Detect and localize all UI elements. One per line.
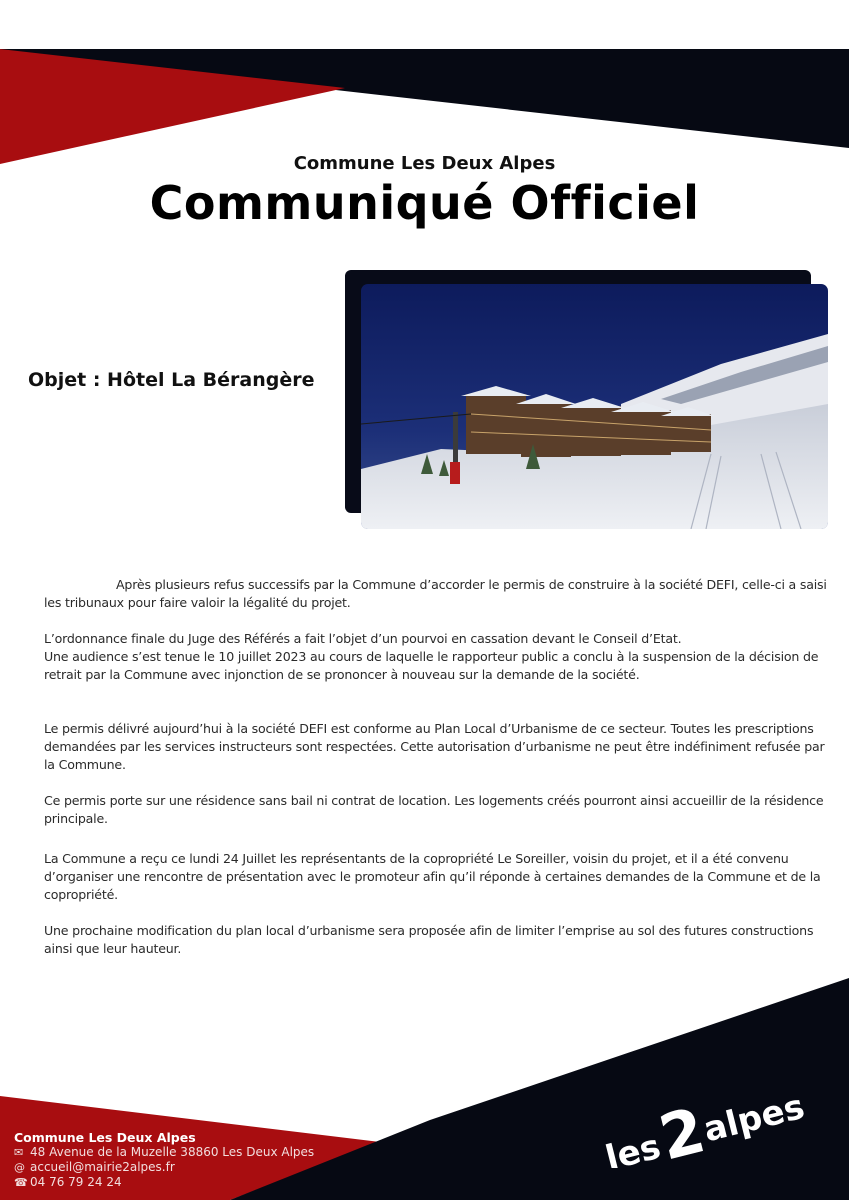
email-text[interactable]: accueil@mairie2alpes.fr	[30, 1160, 175, 1174]
at-icon: @	[14, 1161, 25, 1174]
mail-icon: ✉	[14, 1146, 24, 1159]
footer-email[interactable]	[14, 1160, 314, 1175]
footer-contact	[14, 1130, 314, 1190]
les2alpes-logo	[592, 1058, 812, 1168]
svg-text:alpes: alpes	[699, 1086, 809, 1151]
footer-phone	[14, 1175, 314, 1190]
paragraph: La Commune a reçu ce lundi 24 Juillet les représentants de la copropriété Le Soreiller, voisin du projet, et il a été convenu d’organiser une rencontre de présentation avec le promoteur afin qu’il réponde à certaines demandes de la Commune et de la copropriété.	[44, 851, 821, 902]
paragraph: Une prochaine modification du plan local d’urbanisme sera proposée afin de limiter l’emprise au sol des futures constructions ainsi que leur hauteur.	[44, 923, 814, 956]
body-text	[44, 576, 834, 958]
phone-text: 04 76 79 24 24	[30, 1175, 122, 1189]
footer-commune-name: Commune Les Deux Alpes	[14, 1130, 196, 1145]
paragraph: Ce permis porte sur une résidence sans bail ni contrat de location. Les logements créés pourront ainsi accueillir de la résidence principale.	[44, 793, 824, 826]
footer-address	[14, 1145, 314, 1160]
commune-subtitle: Commune Les Deux Alpes	[293, 153, 556, 174]
address-text: 48 Avenue de la Muzelle 38860 Les Deux Alpes	[30, 1145, 315, 1159]
hotel-photo	[361, 284, 828, 529]
svg-text:les: les	[601, 1126, 665, 1168]
svg-text:2: 2	[652, 1093, 712, 1168]
paragraph: Après plusieurs refus successifs par la Commune d’accorder le permis de construire à la société DEFI, celle-ci a saisi les tribunaux pour faire valoir la légalité du projet.	[44, 577, 827, 610]
paragraph: Une audience s’est tenue le 10 juillet 2023 au cours de laquelle le rapporteur public a conclu à la suspension de la décision de retrait par la Commune avec injonction de se prononcer à nouveau sur la demande de la société.	[44, 649, 819, 682]
subject-heading: Objet : Hôtel La Bérangère	[28, 369, 315, 391]
paragraph: L’ordonnance finale du Juge des Référés a fait l’objet d’un pourvoi en cassation devant le Conseil d’Etat.	[44, 631, 682, 646]
phone-icon: ☎	[14, 1176, 28, 1189]
paragraph: Le permis délivré aujourd’hui à la société DEFI est conforme au Plan Local d’Urbanisme de ce secteur. Toutes les prescriptions demandées par les services instructeurs sont respectées. Cette autorisation d’urbanisme ne peut être indéfiniment refusée par la Commune.	[44, 721, 825, 772]
page-title: Communiqué Officiel	[149, 176, 700, 230]
